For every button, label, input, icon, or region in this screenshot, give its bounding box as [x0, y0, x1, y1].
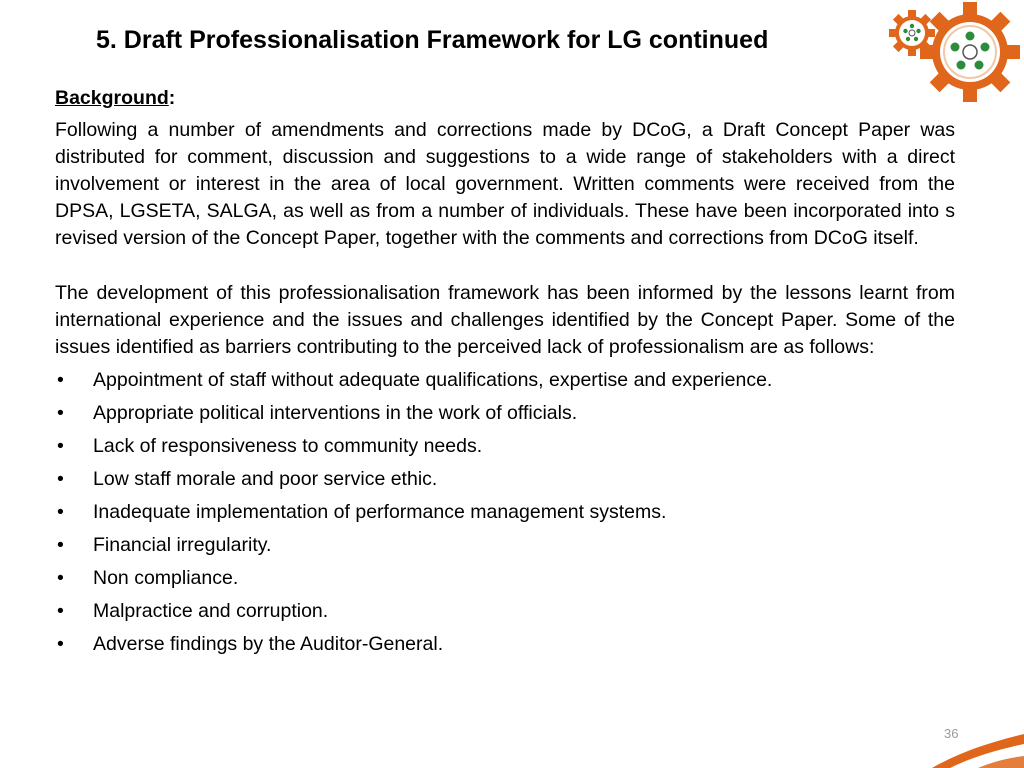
heading-colon: :	[168, 87, 176, 109]
slide-title: 5. Draft Professionalisation Framework for LG continued	[96, 26, 769, 54]
list-item	[55, 367, 955, 400]
paragraph-1: Following a number of amendments and corrections made by DCoG, a Draft Concept Paper was distributed for comment, discussion and suggestions to a wide range of stakeholders with a direct involvement or interest in the area of local government. Written comments were received from the DPSA, LGSETA, SALGA, as well as from a number of individuals. These have been incorporated into s revised version of the Concept Paper, together with the comments and corrections from DCoG itself.	[55, 119, 955, 249]
list-item-text: Low staff morale and poor service ethic.	[93, 468, 438, 490]
list-item-text: Adverse findings by the Auditor-General.	[93, 633, 444, 655]
background-heading: Background	[55, 87, 169, 109]
list-item-text: Malpractice and corruption.	[93, 600, 329, 622]
list-item	[55, 499, 955, 532]
bullet-icon: •	[57, 402, 64, 424]
bullet-icon: •	[57, 501, 64, 523]
bullet-icon: •	[57, 567, 64, 589]
list-item-text: Appointment of staff without adequate qualifications, expertise and experience.	[93, 369, 773, 391]
list-item	[55, 598, 955, 631]
list-item	[55, 466, 955, 499]
bullet-icon: •	[57, 534, 64, 556]
bullet-icon: •	[57, 633, 64, 655]
list-item-text: Inadequate implementation of performance management systems.	[93, 501, 667, 523]
list-item	[55, 565, 955, 598]
list-item	[55, 532, 955, 565]
paragraph-2: The development of this professionalisation framework has been informed by the lessons learnt from international experience and the issues and challenges identified by the Concept Paper. Some of the issues identified as barriers contributing to the perceived lack of professionalism are as follows:	[55, 282, 955, 358]
bullet-icon: •	[57, 435, 64, 457]
bullet-icon: •	[57, 468, 64, 490]
bullet-icon: •	[57, 369, 64, 391]
list-item	[55, 400, 955, 433]
list-item-text: Financial irregularity.	[93, 534, 272, 556]
section-heading	[55, 85, 955, 112]
orange-swoosh-icon	[920, 712, 1024, 768]
list-item-text: Non compliance.	[93, 567, 239, 589]
list-item-text: Appropriate political interventions in the work of officials.	[93, 402, 578, 424]
list-item	[55, 433, 955, 466]
page-number: 36	[944, 726, 959, 741]
slide-body	[55, 85, 955, 664]
bullet-list	[55, 367, 955, 664]
list-item-text: Lack of responsiveness to community needs.	[93, 435, 483, 457]
bullet-icon: •	[57, 600, 64, 622]
list-item	[55, 631, 955, 664]
